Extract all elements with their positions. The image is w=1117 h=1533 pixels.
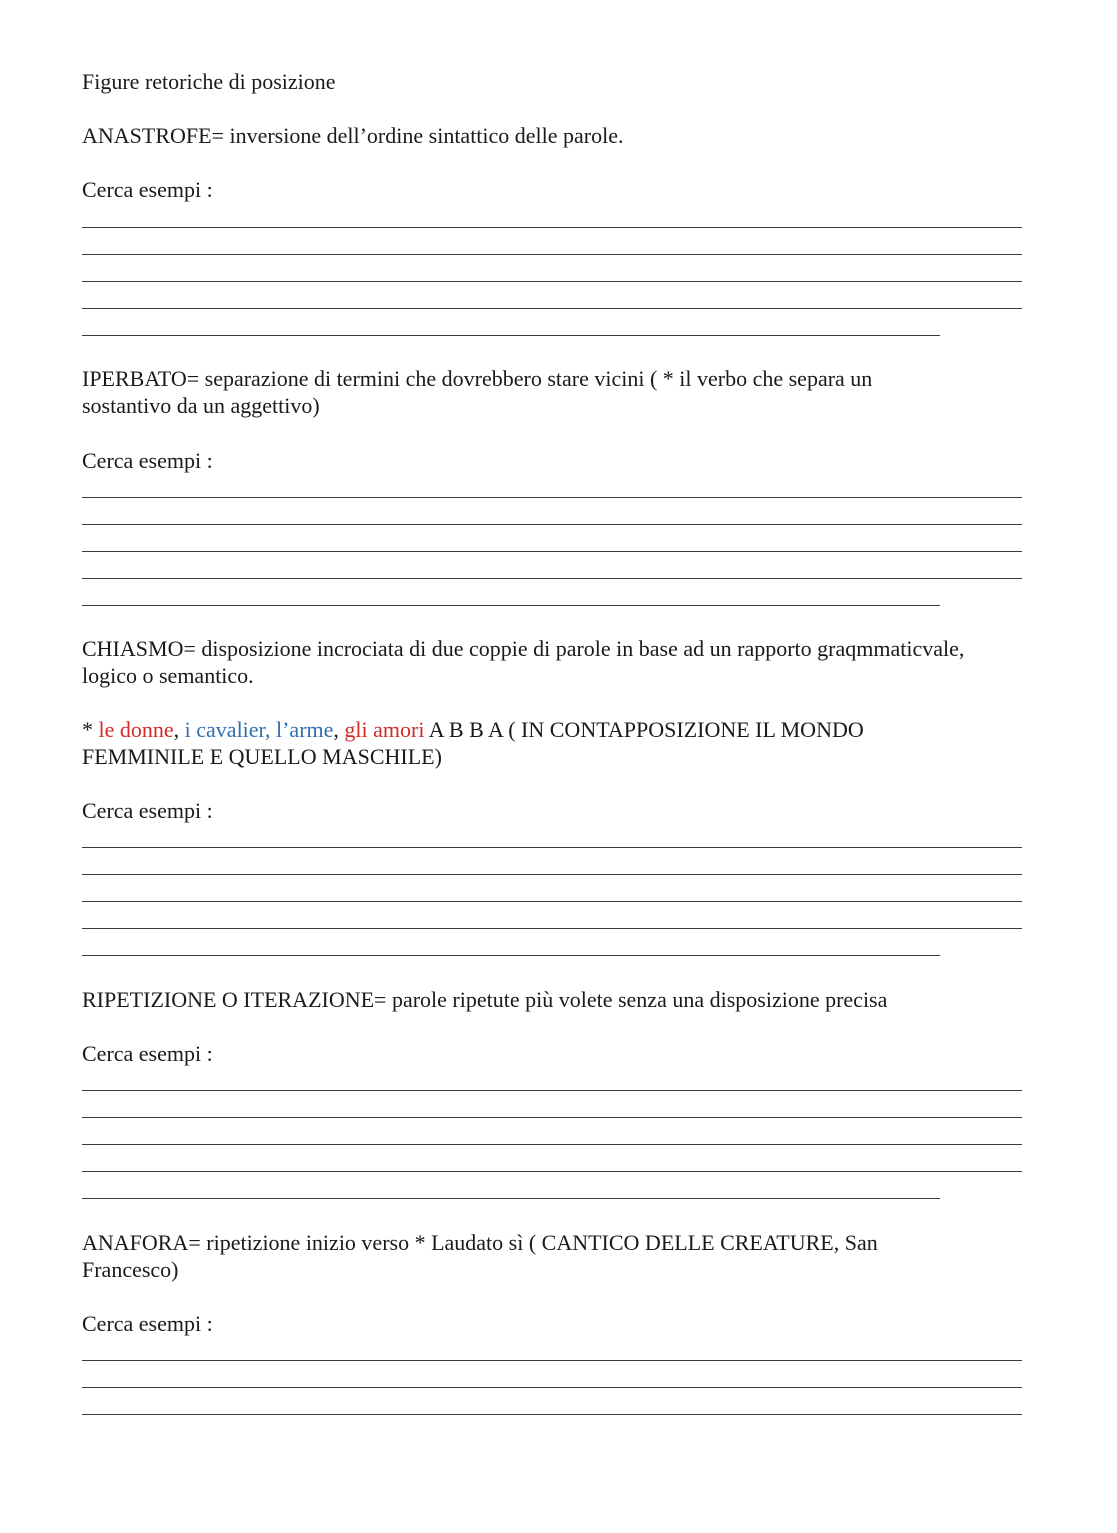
anafora-prompt: Cerca esempi :	[82, 1311, 213, 1336]
example-separator: ,	[173, 717, 185, 742]
anafora-definition-line2: Francesco)	[82, 1257, 179, 1282]
answer-line[interactable]	[82, 1117, 1022, 1118]
answer-line[interactable]	[82, 1144, 1022, 1145]
anastrofe-prompt: Cerca esempi :	[82, 177, 213, 202]
answer-line[interactable]	[82, 1171, 1022, 1172]
answer-line[interactable]	[82, 1387, 1022, 1388]
example-star: *	[82, 717, 99, 742]
answer-line[interactable]	[82, 874, 1022, 875]
iperbato-definition-line2: sostantivo da un aggettivo)	[82, 393, 320, 418]
answer-line[interactable]	[82, 847, 1022, 848]
answer-line[interactable]	[82, 955, 940, 956]
example-word-gli-amori: gli amori	[344, 717, 425, 742]
answer-line[interactable]	[82, 524, 1022, 525]
anastrofe-definition: ANASTROFE= inversione dell’ordine sintattico delle parole.	[82, 123, 624, 148]
chiasmo-example-line1	[82, 716, 864, 743]
iperbato-definition-line1: IPERBATO= separazione di termini che dovrebbero stare vicini ( * il verbo che separa un	[82, 366, 873, 391]
anafora-definition-line1: ANAFORA= ripetizione inizio verso * Laudato sì ( CANTICO DELLE CREATURE, San	[82, 1230, 878, 1255]
answer-line[interactable]	[82, 928, 1022, 929]
answer-line[interactable]	[82, 308, 1022, 309]
answer-line[interactable]	[82, 227, 1022, 228]
page-title: Figure retoriche di posizione	[82, 69, 336, 94]
chiasmo-definition-line2: logico o semantico.	[82, 663, 254, 688]
answer-line[interactable]	[82, 254, 1022, 255]
answer-line[interactable]	[82, 497, 1022, 498]
answer-line[interactable]	[82, 605, 940, 606]
answer-line[interactable]	[82, 1090, 1022, 1091]
example-scheme-text: A B B A ( IN CONTAPPOSIZIONE IL MONDO	[424, 717, 864, 742]
chiasmo-prompt: Cerca esempi :	[82, 798, 213, 823]
ripetizione-definition: RIPETIZIONE O ITERAZIONE= parole ripetute più volete senza una disposizione precisa	[82, 987, 888, 1012]
answer-line[interactable]	[82, 1360, 1022, 1361]
answer-line[interactable]	[82, 578, 1022, 579]
example-separator: ,	[333, 717, 345, 742]
example-word-le-donne: le donne	[98, 717, 174, 742]
ripetizione-prompt: Cerca esempi :	[82, 1041, 213, 1066]
answer-line[interactable]	[82, 1198, 940, 1199]
answer-line[interactable]	[82, 335, 940, 336]
answer-line[interactable]	[82, 901, 1022, 902]
answer-line[interactable]	[82, 1414, 1022, 1415]
example-word-cavalier-arme: i cavalier, l’arme	[184, 717, 334, 742]
chiasmo-definition-line1: CHIASMO= disposizione incrociata di due coppie di parole in base ad un rapporto graqmmaticvale,	[82, 636, 965, 661]
chiasmo-example-line2: FEMMINILE E QUELLO MASCHILE)	[82, 744, 442, 769]
answer-line[interactable]	[82, 551, 1022, 552]
iperbato-prompt: Cerca esempi :	[82, 448, 213, 473]
answer-line[interactable]	[82, 281, 1022, 282]
